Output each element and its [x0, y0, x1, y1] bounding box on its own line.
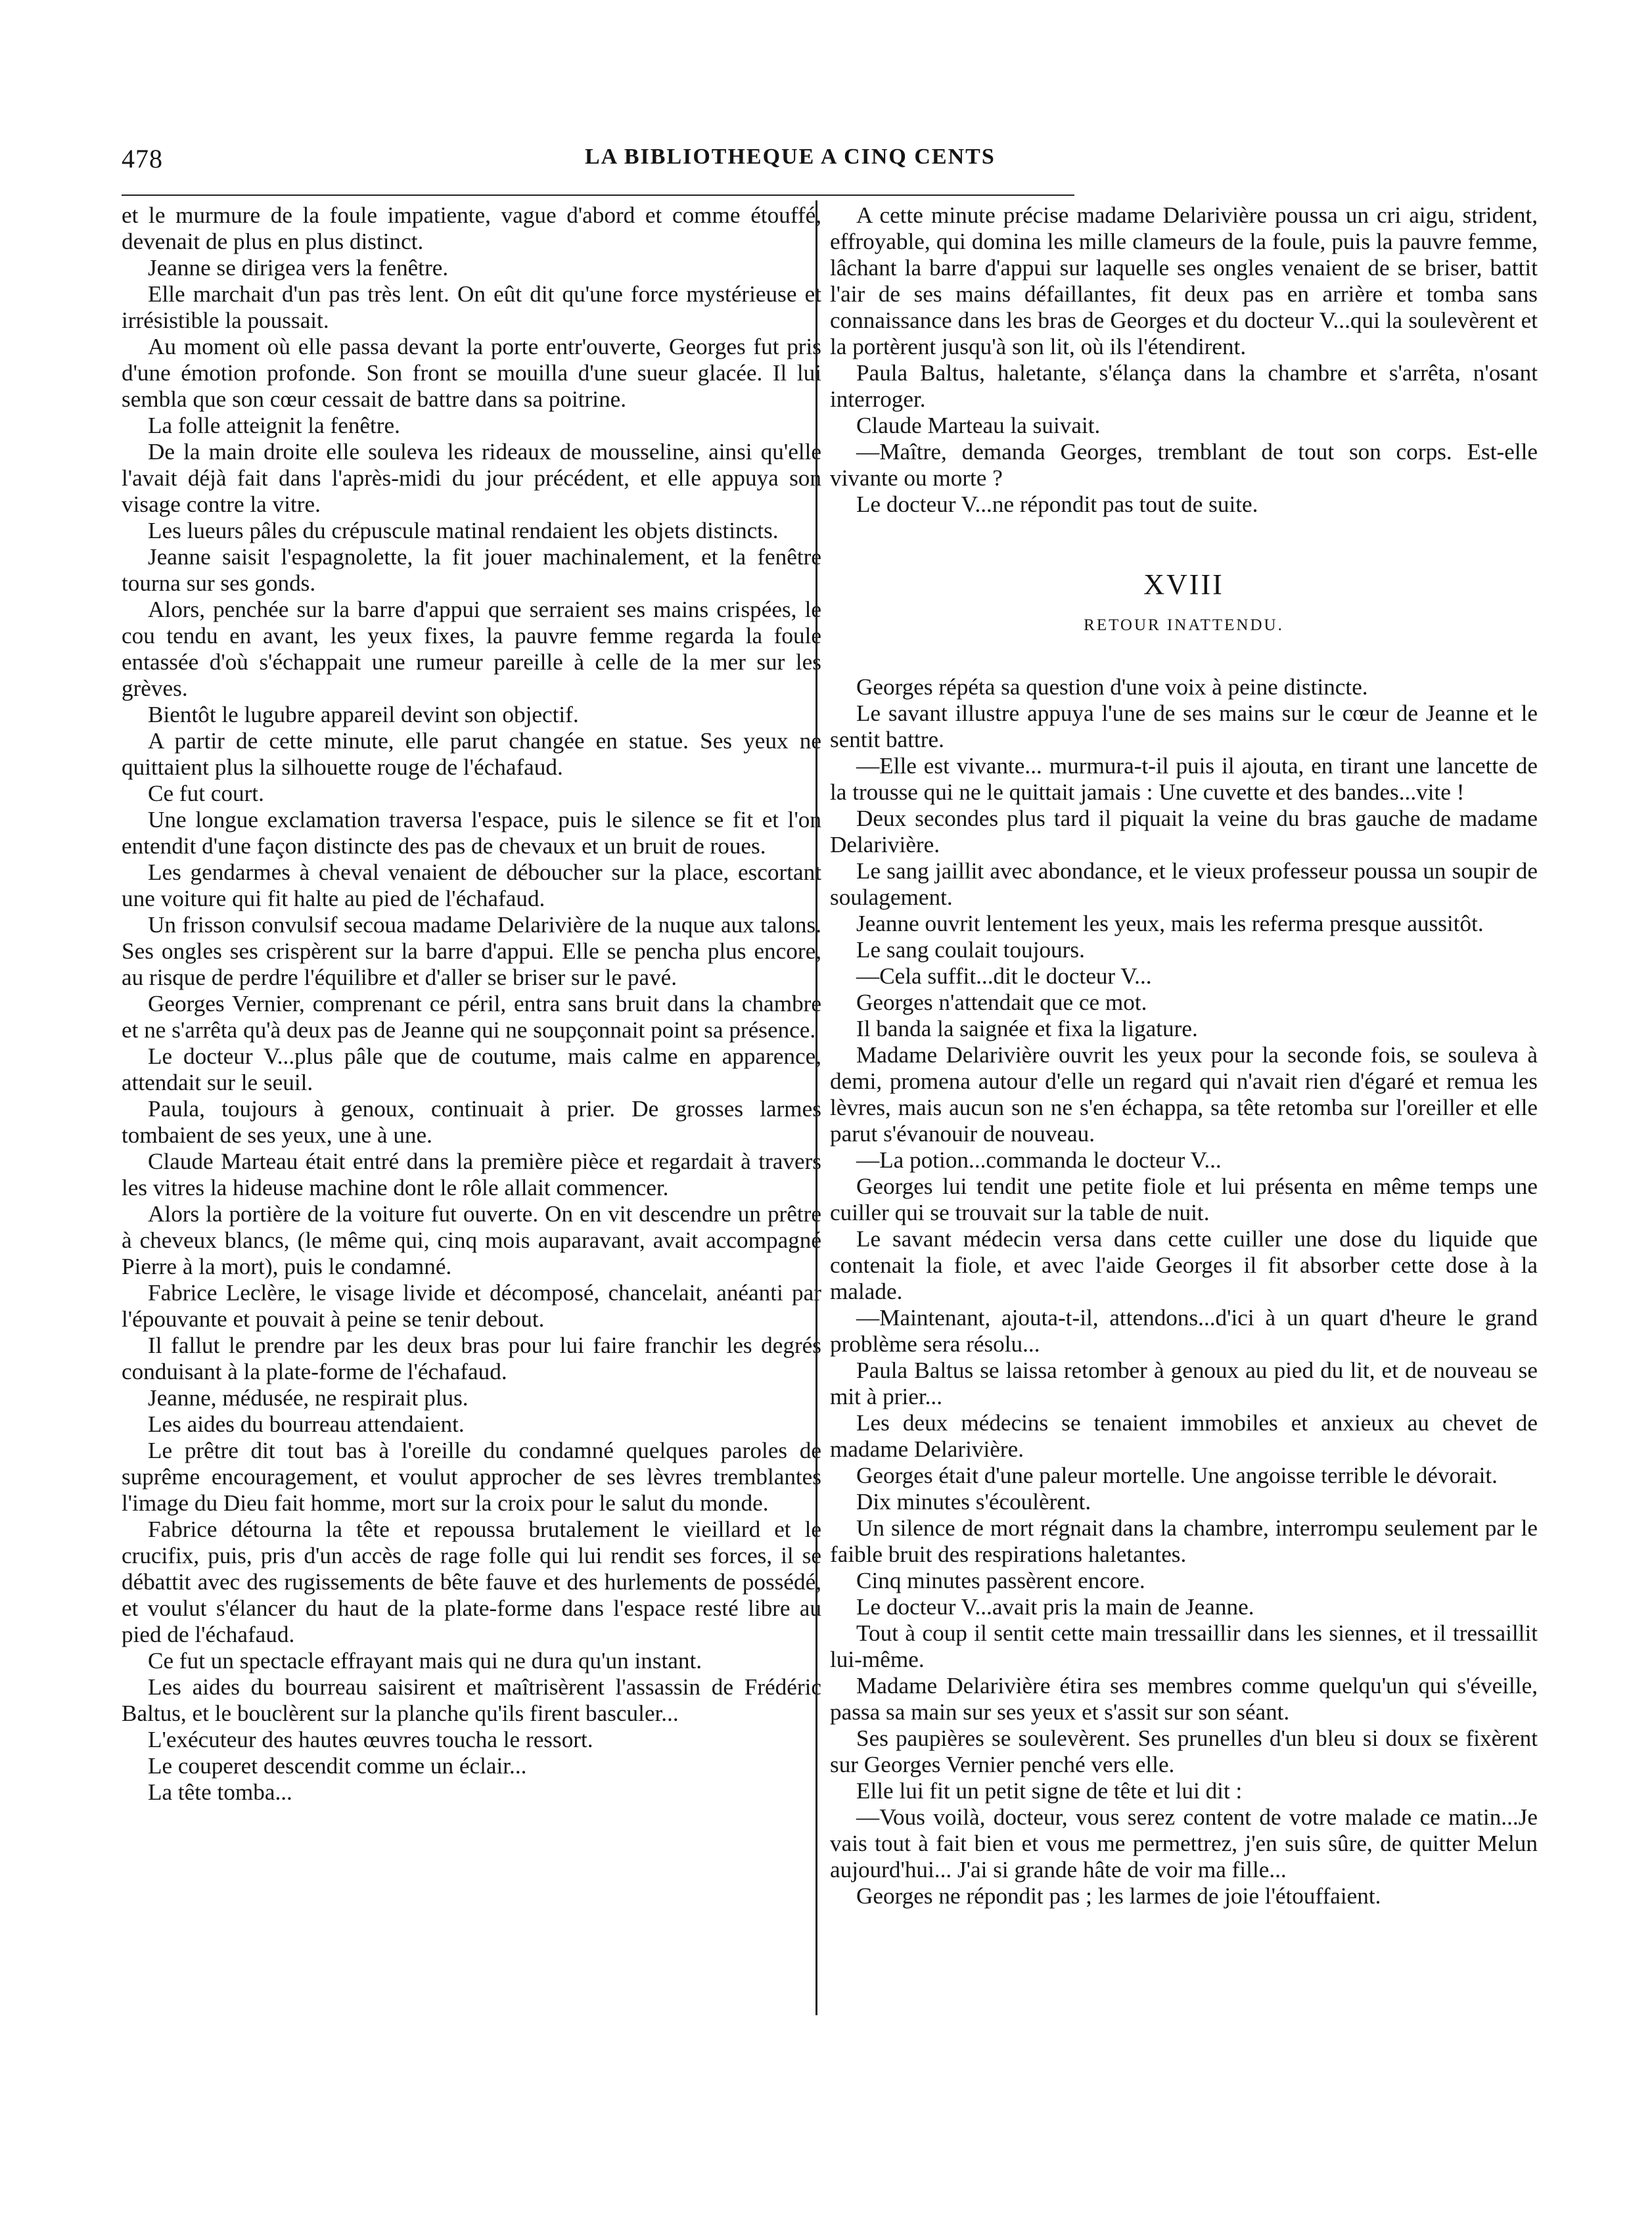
paragraph: Ce fut un spectacle effrayant mais qui ne dura qu'un instant.: [148, 1648, 702, 1674]
paragraph: Tout à coup il sentit cette main tressaillir dans les siennes, et il tressaillit lui-même.: [830, 1620, 1538, 1672]
left-column: [122, 202, 821, 1806]
paragraph: Le sang coulait toujours.: [856, 937, 1085, 963]
paragraph: Deux secondes plus tard il piquait la veine du bras gauche de madame Delarivière.: [830, 806, 1538, 857]
paragraph: Fabrice détourna la tête et repoussa brutalement le vieillard et le crucifix, puis, pris d'un accès de rage folle qui lui rendit ses forces, il se débattit avec des rugissements de bête fauve et des hurlements de possédé, et voulut s'élancer du haut de la plate-forme dans l'espace resté libre au pied de l'échafaud.: [122, 1517, 821, 1647]
paragraph: Le docteur V...plus pâle que de coutume, mais calme en apparence, attendait sur le seuil.: [122, 1043, 821, 1095]
paragraph: Madame Delarivière ouvrit les yeux pour la seconde fois, se souleva à demi, promena autour d'elle un regard qui n'avait rien d'égaré et remua les lèvres, mais aucun son ne s'en échappa, sa tête retomba sur l'oreiller et elle parut s'évanouir de nouveau.: [830, 1042, 1538, 1147]
paragraph: Elle marchait d'un pas très lent. On eût dit qu'une force mystérieuse et irrésistible la poussait.: [122, 281, 821, 333]
paragraph: Le savant médecin versa dans cette cuiller une dose du liquide que contenait la fiole, et avec l'aide Georges il fit absorber cette dose à la malade.: [830, 1226, 1538, 1304]
paragraph: La folle atteignit la fenêtre.: [148, 413, 400, 438]
paragraph: A partir de cette minute, elle parut changée en statue. Ses yeux ne quittaient plus la silhouette rouge de l'échafaud.: [122, 728, 821, 780]
paragraph: A cette minute précise madame Delarivière poussa un cri aigu, strident, effroyable, qui domina les mille clameurs de la foule, puis la pauvre femme, lâchant la barre d'appui sur laquelle ses ongles venaient de se briser, battit l'air de ses mains défaillantes, fit deux pas en arrière et tomba sans connaissance dans les bras de Georges et du docteur V...qui la soulevèrent et la portèrent jusqu'à son lit, où ils l'étendirent.: [830, 202, 1538, 359]
paragraph: Bientôt le lugubre appareil devint son objectif.: [148, 702, 579, 727]
paragraph: Jeanne saisit l'espagnolette, la fit jouer machinalement, et la fenêtre tourna sur ses gonds.: [122, 544, 821, 596]
paragraph: Les aides du bourreau attendaient.: [148, 1411, 465, 1437]
chapter-title: RETOUR INATTENDU.: [1084, 616, 1284, 634]
paragraph: Fabrice Leclère, le visage livide et décomposé, chancelait, anéanti par l'épouvante et pouvait à peine se tenir debout.: [122, 1280, 821, 1332]
paragraph: Il banda la saignée et fixa la ligature.: [856, 1016, 1198, 1041]
paragraph: Claude Marteau était entré dans la première pièce et regardait à travers les vitres la hideuse machine dont le rôle allait commencer.: [122, 1149, 821, 1200]
page-header: [122, 143, 1081, 183]
paragraph: Les gendarmes à cheval venaient de déboucher sur la place, escortant une voiture qui fit halte au pied de l'échafaud.: [122, 859, 821, 911]
paragraph: Paula Baltus se laissa retomber à genoux au pied du lit, et de nouveau se mit à prier...: [830, 1358, 1538, 1409]
paragraph: —La potion...commanda le docteur V...: [856, 1147, 1222, 1173]
paragraph: —Elle est vivante... murmura-t-il puis il ajouta, en tirant une lancette de la trousse qui ne le quittait jamais : Une cuvette et des bandes...vite !: [830, 753, 1538, 805]
paragraph: Il fallut le prendre par les deux bras pour lui faire franchir les degrés conduisant à la plate-forme de l'échafaud.: [122, 1333, 821, 1384]
page-number: 478: [122, 144, 163, 173]
right-column: [830, 202, 1538, 1909]
paragraph: Elle lui fit un petit signe de tête et lui dit :: [856, 1778, 1243, 1804]
paragraph: Le savant illustre appuya l'une de ses mains sur le cœur de Jeanne et le sentit battre.: [830, 700, 1538, 752]
paragraph: Les lueurs pâles du crépuscule matinal rendaient les objets distincts.: [148, 518, 779, 543]
paragraph: Au moment où elle passa devant la porte entr'ouverte, Georges fut pris d'une émotion profonde. Son front se mouilla d'une sueur glacée. Il lui sembla que son cœur cessait de battre dans sa poitrine.: [122, 334, 821, 412]
running-title: LA BIBLIOTHEQUE A CINQ CENTS: [585, 145, 996, 169]
paragraph: Le docteur V...ne répondit pas tout de suite.: [856, 491, 1258, 517]
paragraph: Un frisson convulsif secoua madame Delarivière de la nuque aux talons. Ses ongles ses crispèrent sur la barre d'appui. Elle se pencha plus encore, au risque de perdre l'équilibre et d'aller se briser sur le pavé.: [122, 912, 821, 990]
paragraph: Georges répéta sa question d'une voix à peine distincte.: [856, 674, 1368, 700]
paragraph: Le sang jaillit avec abondance, et le vieux professeur poussa un soupir de soulagement.: [830, 858, 1538, 910]
paragraph: Alors la portière de la voiture fut ouverte. On en vit descendre un prêtre à cheveux blancs, (le même qui, cinq mois auparavant, avait accompagné Pierre à la mort), puis le condamné.: [122, 1201, 821, 1279]
paragraph: Georges ne répondit pas ; les larmes de joie l'étouffaient.: [856, 1883, 1381, 1909]
paragraph: —Vous voilà, docteur, vous serez content de votre malade ce matin...Je vais tout à fait bien et vous me permettrez, j'en suis sûre, de quitter Melun aujourd'hui... J'ai si grande hâte de voir ma fille...: [830, 1804, 1538, 1882]
paragraph: Ce fut court.: [148, 781, 264, 806]
paragraph: Georges était d'une paleur mortelle. Une angoisse terrible le dévorait.: [856, 1463, 1498, 1488]
paragraph: —Cela suffit...dit le docteur V...: [856, 963, 1152, 989]
paragraph: De la main droite elle souleva les rideaux de mousseline, ainsi qu'elle l'avait déjà fait dans l'après-midi du jour précédent, et elle appuya son visage contre la vitre.: [122, 439, 821, 517]
paragraph: Paula Baltus, haletante, s'élança dans la chambre et s'arrêta, n'osant interroger.: [830, 360, 1538, 412]
paragraph: Dix minutes s'écoulèrent.: [856, 1489, 1091, 1515]
header-rule: [122, 194, 1074, 196]
paragraph: Georges lui tendit une petite fiole et lui présenta en même temps une cuiller qui se trouvait sur la table de nuit.: [830, 1174, 1538, 1225]
chapter-number: XVIII: [1143, 568, 1224, 601]
paragraph: Le couperet descendit comme un éclair...: [148, 1753, 527, 1779]
paragraph: Jeanne ouvrit lentement les yeux, mais les referma presque aussitôt.: [856, 911, 1484, 936]
paragraph: —Maintenant, ajouta-t-il, attendons...d'ici à un quart d'heure le grand problème sera résolu...: [830, 1305, 1538, 1357]
paragraph: Madame Delarivière étira ses membres comme quelqu'un qui s'éveille, passa sa main sur ses yeux et s'assit sur son séant.: [830, 1673, 1538, 1725]
paragraph: La tête tomba...: [148, 1779, 292, 1805]
paragraph: et le murmure de la foule impatiente, vague d'abord et comme étouffé, devenait de plus en plus distinct.: [122, 202, 821, 254]
paragraph: Le docteur V...avait pris la main de Jeanne.: [856, 1594, 1254, 1620]
paragraph: L'exécuteur des hautes œuvres toucha le ressort.: [148, 1727, 593, 1752]
paragraph: Ses paupières se soulevèrent. Ses prunelles d'un bleu si doux se fixèrent sur Georges Vernier penché vers elle.: [830, 1725, 1538, 1777]
paragraph: Paula, toujours à genoux, continuait à prier. De grosses larmes tombaient de ses yeux, une à une.: [122, 1096, 821, 1148]
paragraph: Cinq minutes passèrent encore.: [856, 1568, 1145, 1593]
paragraph: Georges n'attendait que ce mot.: [856, 990, 1147, 1015]
paragraph: Une longue exclamation traversa l'espace, puis le silence se fit et l'on entendit d'une façon distincte des pas de chevaux et un bruit de roues.: [122, 807, 821, 859]
paragraph: Jeanne, médusée, ne respirait plus.: [148, 1385, 469, 1411]
paragraph: Jeanne se dirigea vers la fenêtre.: [148, 255, 449, 281]
paragraph: Un silence de mort régnait dans la chambre, interrompu seulement par le faible bruit des respirations haletantes.: [830, 1515, 1538, 1567]
paragraph: Les deux médecins se tenaient immobiles et anxieux au chevet de madame Delarivière.: [830, 1410, 1538, 1462]
paragraph: Claude Marteau la suivait.: [856, 413, 1101, 438]
paragraph: Les aides du bourreau saisirent et maîtrisèrent l'assassin de Frédéric Baltus, et le bouclèrent sur la planche qu'ils firent basculer...: [122, 1674, 821, 1726]
paragraph: Le prêtre dit tout bas à l'oreille du condamné quelques paroles de suprême encouragement, et voulut approcher de ses lèvres tremblantes l'image du Dieu fait homme, mort sur la croix pour le salut du monde.: [122, 1438, 821, 1516]
paragraph: Georges Vernier, comprenant ce péril, entra sans bruit dans la chambre et ne s'arrêta qu'à deux pas de Jeanne qui ne soupçonnait point sa présence.: [122, 991, 821, 1043]
column-divider: [815, 200, 817, 2015]
paragraph: —Maître, demanda Georges, tremblant de tout son corps. Est-elle vivante ou morte ?: [830, 439, 1538, 491]
paragraph: Alors, penchée sur la barre d'appui que serraient ses mains crispées, le cou tendu en avant, les yeux fixes, la pauvre femme regarda la foule entassée d'où s'échappait une rumeur pareille à celle de la mer sur les grèves.: [122, 597, 821, 701]
